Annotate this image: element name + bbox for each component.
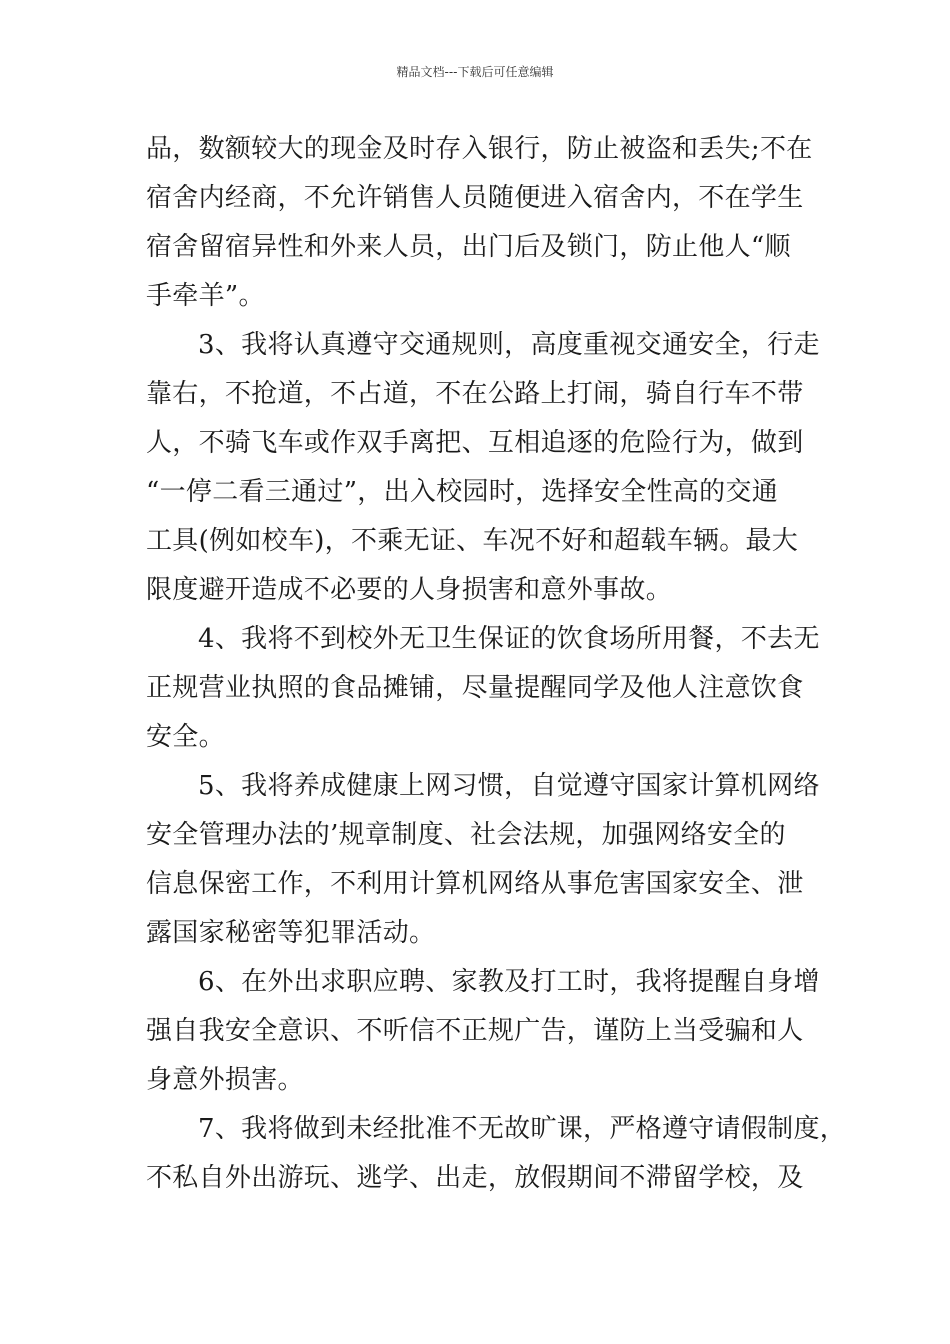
paragraph-7-first-line: 7、我将做到未经批准不无故旷课，严格遵守请假制度， (198, 1114, 847, 1144)
text-line: 人，不骑飞车或作双手离把、互相追逐的危险行为，做到 (146, 428, 804, 458)
paragraph-6-first-line: 6、在外出求职应聘、家教及打工时，我将提醒自身增 (198, 967, 820, 997)
text-line: 限度避开造成不必要的人身损害和意外事故。 (146, 575, 673, 605)
text-line: 信息保密工作，不利用计算机网络从事危害国家安全、泄 (146, 869, 804, 899)
paragraph-5-first-line: 5、我将养成健康上网习惯，自觉遵守国家计算机网络 (198, 771, 820, 801)
text-line: 宿舍留宿异性和外来人员，出门后及锁门，防止他人“顺 (146, 232, 791, 262)
text-line: 强自我安全意识、不听信不正规广告，谨防上当受骗和人 (146, 1016, 804, 1046)
text-line: 安全管理办法的’规章制度、社会法规，加强网络安全的 (146, 820, 786, 850)
text-line: 品，数额较大的现金及时存入银行，防止被盗和丢失;不在 (146, 134, 813, 164)
text-line: 身意外损害。 (146, 1065, 304, 1095)
text-line: 不私自外出游玩、逃学、出走，放假期间不滞留学校，及 (146, 1163, 804, 1193)
paragraph-3-first-line: 3、我将认真遵守交通规则，高度重视交通安全，行走 (198, 330, 820, 360)
text-line: 安全。 (146, 722, 225, 752)
text-line: 工具(例如校车)，不乘无证、车况不好和超载车辆。最大 (146, 526, 799, 556)
text-line: 靠右，不抢道，不占道，不在公路上打闹，骑自行车不带 (146, 379, 804, 409)
body-text (146, 125, 847, 1203)
text-line: 露国家秘密等犯罪活动。 (146, 918, 436, 948)
text-line: 宿舍内经商，不允许销售人员随便进入宿舍内，不在学生 (146, 183, 804, 213)
text-line: “一停二看三通过”，出入校园时，选择安全性高的交通 (146, 477, 779, 507)
paragraph-4-first-line: 4、我将不到校外无卫生保证的饮食场所用餐，不去无 (198, 624, 820, 654)
text-line: 正规营业执照的食品摊铺，尽量提醒同学及他人注意饮食 (146, 673, 804, 703)
text-line: 手牵羊”。 (146, 281, 265, 311)
page-header: 精品文档---下载后可任意编辑 (396, 65, 554, 79)
